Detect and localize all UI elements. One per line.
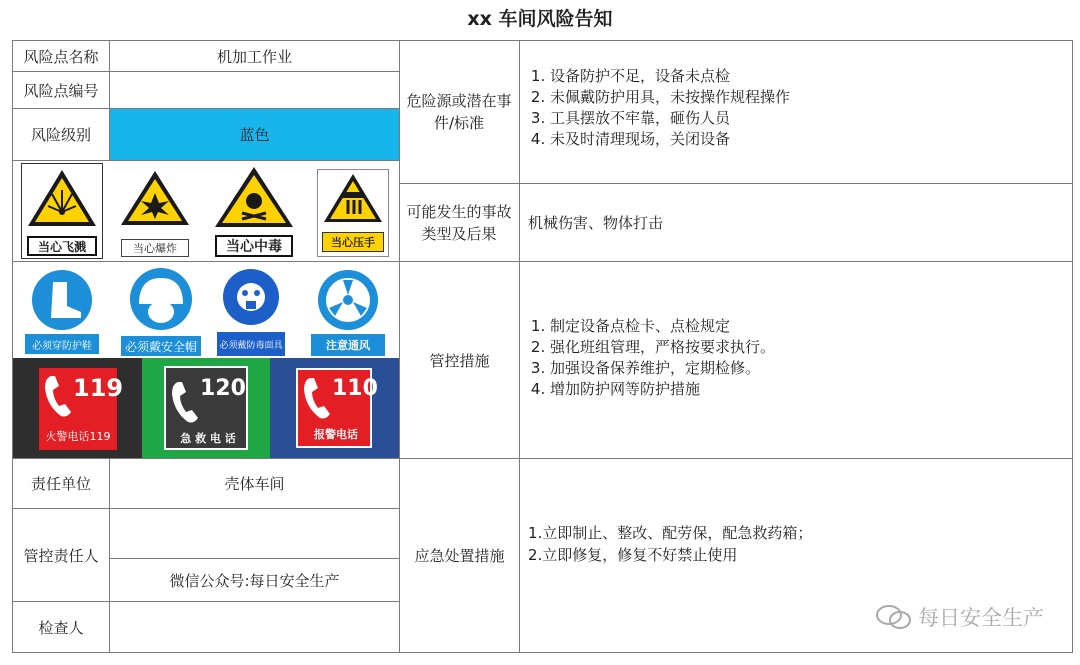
wechat-icon [876, 604, 912, 630]
sign-caption: 当心飞溅 [27, 236, 97, 256]
control-list-box [520, 316, 1070, 400]
ambulance-phone-panel [142, 358, 270, 458]
emergency-phone-signs [13, 358, 399, 458]
sign-caption: 当心爆炸 [121, 239, 189, 257]
emergency-list [528, 522, 1068, 566]
sign-caption: 报警电话 [314, 428, 358, 441]
risk-name-value: 机加工作业 [216, 47, 292, 66]
police-number: 110 [332, 376, 378, 401]
page-title: xx 车间风险告知 [467, 8, 613, 30]
control-measures-label: 管控措施 [429, 351, 490, 370]
hand-crush-sign [317, 169, 389, 257]
hazard-list-box [520, 66, 1070, 150]
warning-signs [13, 161, 399, 261]
poison-sign [209, 163, 299, 259]
police-phone-card [296, 368, 378, 448]
gas-mask-sign [217, 266, 285, 358]
phone-icon [302, 376, 332, 420]
hand-crush-icon [318, 170, 388, 226]
sign-caption: 必须穿防护鞋 [25, 334, 99, 354]
risk-level-label: 风险级别 [30, 126, 91, 144]
control-manager-label: 管控责任人 [23, 546, 99, 565]
list-item: 4. 增加防护网等防护措施 [550, 379, 1070, 400]
table-border-right [1072, 40, 1073, 653]
gas-mask-icon [217, 266, 285, 328]
list-item: 4. 未及时清理现场，关闭设备 [550, 129, 1070, 150]
table-border-bottom [12, 652, 1073, 653]
watermark-text: 每日安全生产 [918, 606, 1044, 630]
hazard-list [520, 66, 1070, 150]
ventilation-icon [309, 268, 387, 332]
responsible-unit-label: 责任单位 [30, 475, 91, 493]
police-phone-panel [270, 358, 399, 458]
list-item: 1. 制定设备点检卡、点检规定 [550, 316, 1070, 337]
responsible-unit-value: 壳体车间 [224, 475, 285, 493]
list-item: 2. 强化班组管理，严格按要求执行。 [550, 337, 1070, 358]
accident-label: 可能发生的事故类型及后果 [406, 202, 512, 243]
hazard-label: 危险源或潜在事件/标准 [406, 92, 512, 132]
sign-caption: 当心中毒 [215, 235, 293, 257]
phone-icon [43, 374, 73, 418]
list-item: 2.立即修复，修复不好禁止使用 [528, 546, 738, 564]
fire-phone-panel [13, 358, 142, 458]
sign-caption: 当心压手 [322, 232, 384, 252]
safety-boots-icon [25, 268, 99, 332]
sign-caption: 必须戴防毒面具 [217, 332, 285, 356]
safety-boots-sign [25, 268, 99, 356]
accident-value: 机械伤害、物体打击 [528, 214, 664, 232]
inspector-label: 检查人 [38, 618, 84, 637]
flying-debris-icon [22, 164, 102, 232]
list-item: 2. 未佩戴防护用具，未按操作规程操作 [550, 87, 1070, 108]
emergency-measures-label: 应急处置措施 [414, 547, 505, 565]
fire-phone-card [39, 368, 124, 450]
risk-level-value: 蓝色 [110, 109, 399, 160]
control-list [520, 316, 1070, 400]
poison-icon [209, 163, 299, 231]
sign-caption: 急 救 电 话 [180, 432, 236, 445]
sign-caption: 火警电话119 [45, 430, 111, 443]
phone-icon [170, 380, 200, 424]
list-item: 1. 设备防护不足，设备未点检 [550, 66, 1070, 87]
ambulance-phone-card [164, 366, 248, 450]
risk-code-value [110, 72, 399, 108]
safety-helmet-sign [119, 266, 203, 358]
safety-helmet-icon [119, 266, 203, 332]
mandatory-signs [13, 262, 399, 358]
ambulance-number: 120 [200, 376, 246, 401]
list-item: 3. 加强设备保养维护，定期检修。 [550, 358, 1070, 379]
risk-code-label: 风险点编号 [23, 81, 99, 100]
explosion-icon [113, 163, 197, 231]
list-item: 1.立即制止、整改、配劳保，配急救药箱； [528, 524, 813, 542]
fire-number: 119 [73, 374, 124, 402]
watermark [876, 602, 1044, 632]
sign-caption: 必须戴安全帽 [121, 336, 201, 356]
sign-caption: 注意通风 [311, 334, 385, 356]
wechat-note: 微信公众号:每日安全生产 [169, 571, 340, 590]
explosion-sign [113, 163, 197, 259]
list-item: 3. 工具摆放不牢靠，砸伤人员 [550, 108, 1070, 129]
flying-debris-sign [21, 163, 103, 259]
risk-name-label: 风险点名称 [23, 47, 99, 66]
ventilation-sign [309, 268, 387, 358]
